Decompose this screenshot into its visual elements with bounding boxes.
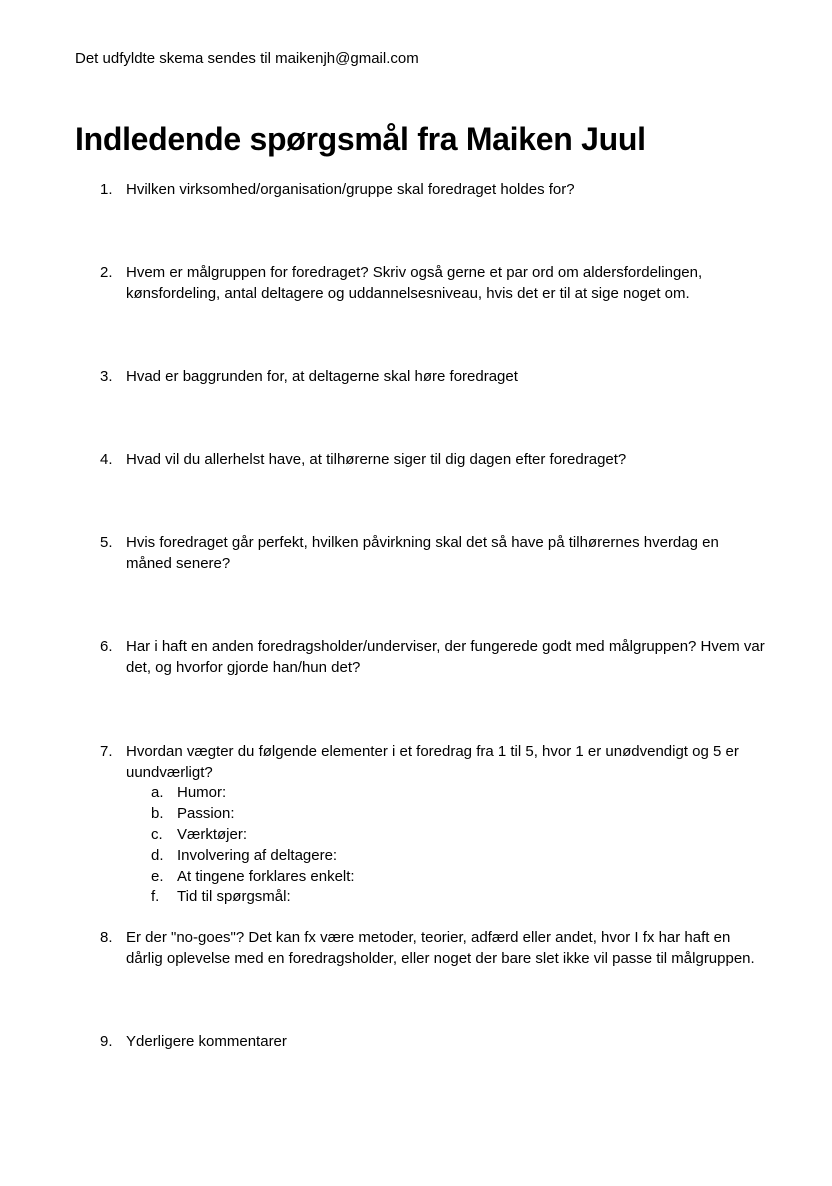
- rating-item-passion: [126, 804, 765, 825]
- item-label: Værktøjer:: [177, 825, 248, 843]
- question-number: 4.: [100, 451, 113, 468]
- document-title: Indledende spørgsmål fra Maiken Juul: [75, 121, 646, 157]
- rating-item-tools: [126, 825, 765, 846]
- item-label: Passion:: [177, 804, 235, 822]
- question-text: Hvis foredraget går perfekt, hvilken påvirkning skal det så have på tilhørernes hverdag en måned senere?: [126, 534, 719, 572]
- item-letter: e.: [151, 867, 164, 885]
- item-label: Humor:: [177, 784, 227, 801]
- item-label: Tid til spørgsmål:: [177, 888, 291, 906]
- question-number: 3.: [100, 368, 113, 385]
- item-label: Involvering af deltagere:: [177, 846, 338, 864]
- email-instruction: Det udfyldte skema sendes til maikenjh@gmail.com: [75, 50, 419, 67]
- item-letter: c.: [151, 825, 163, 843]
- question-number: 9.: [100, 1033, 113, 1050]
- question-text: Har i haft en anden foredragsholder/underviser, der fungerede godt med målgruppen? Hvem var det, og hvorfor gjorde han/hun det?: [126, 638, 765, 676]
- question-number: 7.: [100, 743, 113, 760]
- rating-item-involvement: [126, 846, 765, 867]
- rating-item-question-time: [126, 887, 765, 908]
- question-9: [100, 1032, 765, 1053]
- item-letter: f.: [151, 888, 160, 906]
- question-text: Hvem er målgruppen for foredraget? Skriv også gerne et par ord om aldersfordelingen, kønsfordeling, antal deltagere og uddannelsesniveau, hvis det er til at sige noget om.: [126, 264, 703, 302]
- item-letter: d.: [151, 846, 164, 864]
- item-letter: b.: [151, 804, 164, 822]
- rating-item-humor: [126, 783, 765, 804]
- question-3: [100, 367, 765, 388]
- question-5: [100, 533, 765, 574]
- question-1: [100, 180, 765, 201]
- question-text: Hvilken virksomhed/organisation/gruppe skal foredraget holdes for?: [126, 181, 575, 198]
- item-letter: a.: [151, 784, 164, 801]
- question-8: [100, 928, 765, 969]
- question-6: [100, 637, 765, 678]
- question-7: [100, 742, 765, 908]
- question-text: Yderligere kommentarer: [126, 1033, 287, 1050]
- question-number: 1.: [100, 181, 113, 198]
- question-number: 2.: [100, 264, 113, 281]
- question-2: [100, 263, 765, 304]
- question-4: [100, 450, 765, 471]
- rating-element-list: [126, 783, 765, 908]
- rating-item-simple-explanation: [126, 867, 765, 888]
- question-text: Er der "no-goes"? Det kan fx være metoder, teorier, adfærd eller andet, hvor I fx har haft en dårlig oplevelse med en foredragsholder, eller noget der bare slet ikke vil passe til målgruppen.: [126, 929, 755, 967]
- question-text: Hvad er baggrunden for, at deltagerne skal høre foredraget: [126, 368, 518, 385]
- question-number: 6.: [100, 638, 113, 655]
- question-text: Hvordan vægter du følgende elementer i et foredrag fra 1 til 5, hvor 1 er unødvendigt og 5 er uundværligt?: [126, 743, 739, 781]
- question-text: Hvad vil du allerhelst have, at tilhørerne siger til dig dagen efter foredraget?: [126, 451, 627, 468]
- item-label: At tingene forklares enkelt:: [177, 867, 355, 885]
- question-number: 5.: [100, 534, 113, 551]
- question-number: 8.: [100, 929, 113, 946]
